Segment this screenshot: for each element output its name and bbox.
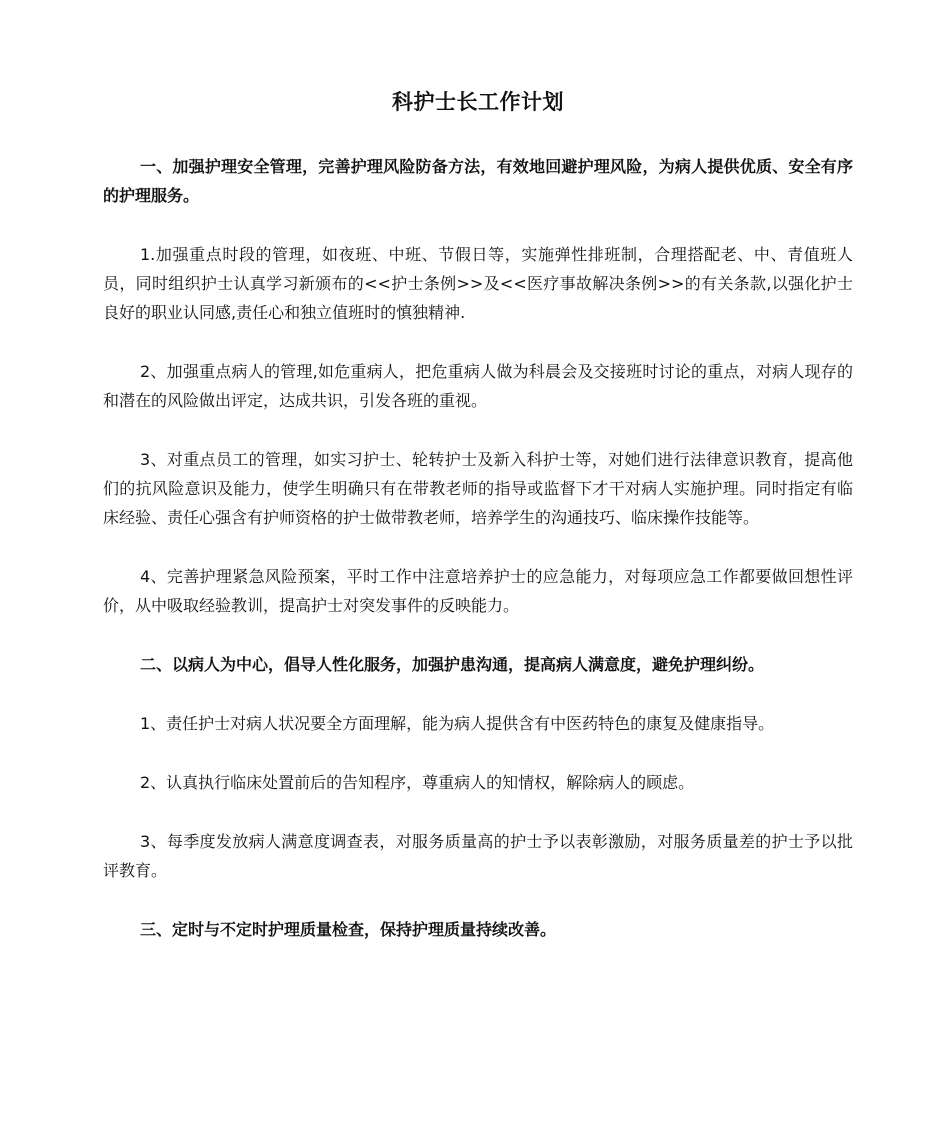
section-heading-3: 三、定时与不定时护理质量检查，保持护理质量持续改善。	[140, 920, 557, 939]
paragraph-1-4: 4、完善护理紧急风险预案，平时工作中注意培养护士的应急能力，对每项应急工作都要做回想性评价，从中吸取经验教训，提高护士对突发事件的反映能力。	[103, 567, 853, 615]
paragraph-1-3: 3、对重点员工的管理，如实习护士、轮转护士及新入科护士等，对她们进行法律意识教育，提高他们的抗风险意识及能力，使学生明确只有在带教老师的指导或监督下才干对病人实施护理。同时指定有临床经验、责任心强含有护师资格的护士做带教老师，培养学生的沟通技巧、临床操作技能等。	[103, 450, 853, 527]
paragraph-1-2: 2、加强重点病人的管理,如危重病人，把危重病人做为科晨会及交接班时讨论的重点，对病人现存的和潜在的风险做出评定，达成共识，引发各班的重视。	[103, 362, 853, 410]
paragraph-2-3: 3、每季度发放病人满意度调查表，对服务质量高的护士予以表彰激励，对服务质量差的护士予以批评教育。	[103, 832, 853, 880]
section-heading-2: 二、以病人为中心，倡导人性化服务，加强护患沟通，提高病人满意度，避免护理纠纷。	[140, 655, 765, 674]
section-heading-1: 一、加强护理安全管理，完善护理风险防备方法，有效地回避护理风险，为病人提供优质、安全有序的护理服务。	[103, 157, 853, 205]
paragraph-1-1: 1.加强重点时段的管理，如夜班、中班、节假日等，实施弹性排班制，合理搭配老、中、青值班人员，同时组织护士认真学习新颁布的<<护士条例>>及<<医疗事故解决条例>>的有关条款,以强化护士良好的职业认同感,责任心和独立值班时的慎独精神.	[103, 245, 853, 322]
document-title: 科护士长工作计划	[392, 90, 564, 114]
document-page	[103, 86, 853, 974]
paragraph-2-1: 1、责任护士对病人状况要全方面理解，能为病人提供含有中医药特色的康复及健康指导。	[140, 714, 775, 733]
paragraph-2-2: 2、认真执行临床处置前后的告知程序，尊重病人的知情权，解除病人的顾虑。	[140, 773, 695, 792]
